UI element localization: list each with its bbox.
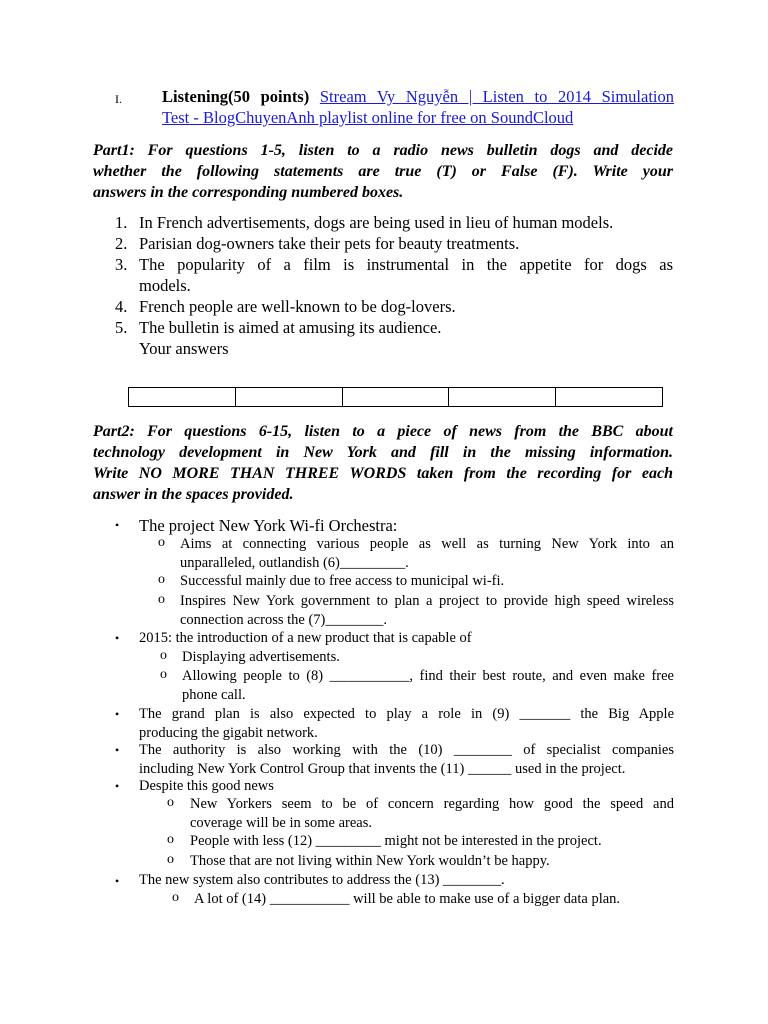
sub-bullet-icon: o — [158, 592, 165, 607]
question-number: 3. — [115, 255, 128, 274]
sub-bullet-item — [180, 592, 674, 630]
sub-bullet-item: Displaying advertisements. — [182, 649, 340, 665]
question-text-line: The popularity of a film is instrumental in the appetite for dogs as — [139, 255, 673, 274]
part1-instruction-line: Part1: For questions 1-5, listen to a radio news bulletin dogs and decide — [93, 142, 673, 159]
answer-box-5[interactable] — [556, 388, 662, 406]
part2-instruction-line: Part2: For questions 6-15, listen to a piece of news from the BBC about — [93, 423, 673, 440]
sub-bullet-icon: o — [160, 667, 167, 682]
sub-bullet-item — [182, 667, 674, 705]
part2-instructions — [93, 421, 673, 505]
part2-instruction-line: technology development in New York and fill in the missing information. — [93, 444, 673, 461]
question-text: In French advertisements, dogs are being used in lieu of human models. — [139, 213, 614, 232]
question-number: 5. — [115, 318, 128, 337]
bullet-line: including New York Control Group that invents the (11) ______ used in the project. — [139, 761, 626, 777]
part1-question-list — [93, 212, 673, 359]
answer-box-1[interactable] — [129, 388, 236, 406]
answer-table — [128, 387, 663, 407]
sub-bullet-icon: o — [167, 832, 174, 847]
sub-bullet-icon: o — [172, 890, 179, 905]
bullet-icon: • — [115, 707, 120, 721]
sub-bullet-line: unparalleled, outlandish (6)_________. — [180, 555, 409, 571]
part2-instruction-line: Write NO MORE THAN THREE WORDS taken from the recording for each — [93, 465, 673, 482]
part1-instruction-line: answers in the corresponding numbered boxes. — [93, 184, 404, 201]
bullet-item — [139, 741, 674, 779]
question-number: 1. — [115, 213, 128, 232]
part1-instruction-line: whether the following statements are true (T) or False (F). Write your — [93, 163, 673, 180]
sub-bullet-icon: o — [160, 648, 167, 663]
question-text: French people are well-known to be dog-lovers. — [139, 297, 456, 316]
question-number: 2. — [115, 234, 128, 253]
sub-bullet-icon: o — [158, 535, 165, 550]
section-numeral: I. — [115, 92, 122, 106]
bullet-item: 2015: the introduction of a new product that is capable of — [139, 630, 472, 646]
section-heading — [162, 86, 674, 128]
sub-bullet-icon: o — [167, 852, 174, 867]
sub-bullet-item — [190, 795, 674, 833]
question-item — [93, 233, 673, 254]
sub-bullet-item — [180, 535, 674, 573]
bullet-item: The new system also contributes to address the (13) ________. — [139, 872, 505, 888]
sub-bullet-item: A lot of (14) ___________ will be able to make use of a bigger data plan. — [194, 891, 621, 907]
section-title: Listening(50 points) — [162, 87, 310, 106]
sub-bullet-item: Successful mainly due to free access to municipal wi-fi. — [180, 573, 505, 589]
bullet-icon: • — [115, 631, 120, 645]
question-text-line: models. — [139, 276, 191, 295]
bullet-line: producing the gigabit network. — [139, 725, 318, 741]
question-number: 4. — [115, 297, 128, 316]
sub-bullet-line: phone call. — [182, 687, 246, 703]
sub-bullet-item: People with less (12) _________ might not be interested in the project. — [190, 833, 602, 849]
question-item — [93, 296, 673, 317]
bullet-icon: • — [115, 779, 120, 793]
sub-bullet-icon: o — [167, 795, 174, 810]
soundcloud-link[interactable]: Stream Vy Nguyễn | Listen to 2014 Simulation — [319, 87, 675, 106]
part2-instruction-line: answer in the spaces provided. — [93, 486, 294, 503]
answer-box-2[interactable] — [236, 388, 343, 406]
bullet-icon: • — [115, 743, 120, 757]
sub-bullet-line: Aims at connecting various people as well as turning New York into an — [180, 536, 674, 552]
sub-bullet-line: Allowing people to (8) ___________, find their best route, and even make free — [182, 668, 674, 684]
sub-bullet-line: coverage will be in some areas. — [190, 815, 372, 831]
question-item — [93, 317, 673, 338]
answer-box-3[interactable] — [343, 388, 450, 406]
your-answers-label: Your answers — [139, 339, 229, 358]
bullet-icon: • — [115, 874, 120, 888]
bullet-item: The project New York Wi-fi Orchestra: — [139, 516, 398, 535]
sub-bullet-icon: o — [158, 572, 165, 587]
question-item — [93, 212, 673, 233]
bullet-line: The authority is also working with the (10) ________ of specialist companies — [139, 742, 674, 758]
your-answers-row — [93, 338, 673, 359]
sub-bullet-line: Inspires New York government to plan a project to provide high speed wireless — [180, 593, 674, 609]
question-text — [139, 254, 673, 296]
bullet-item: Despite this good news — [139, 778, 274, 794]
answer-box-4[interactable] — [449, 388, 556, 406]
sub-bullet-line: New Yorkers seem to be of concern regarding how good the speed and — [190, 796, 674, 812]
question-item — [93, 254, 673, 296]
sub-bullet-item: Those that are not living within New York wouldn’t be happy. — [190, 853, 550, 869]
question-text: Parisian dog-owners take their pets for beauty treatments. — [139, 234, 520, 253]
bullet-icon: • — [115, 518, 120, 532]
bullet-item — [139, 705, 674, 743]
bullet-line: The grand plan is also expected to play a role in (9) _______ the Big Apple — [139, 706, 674, 722]
question-text: The bulletin is aimed at amusing its audience. — [139, 318, 442, 337]
sub-bullet-line: connection across the (7)________. — [180, 612, 387, 628]
soundcloud-link-continued[interactable]: Test - BlogChuyenAnh playlist online for free on SoundCloud — [162, 108, 574, 127]
part1-instructions — [93, 140, 673, 203]
